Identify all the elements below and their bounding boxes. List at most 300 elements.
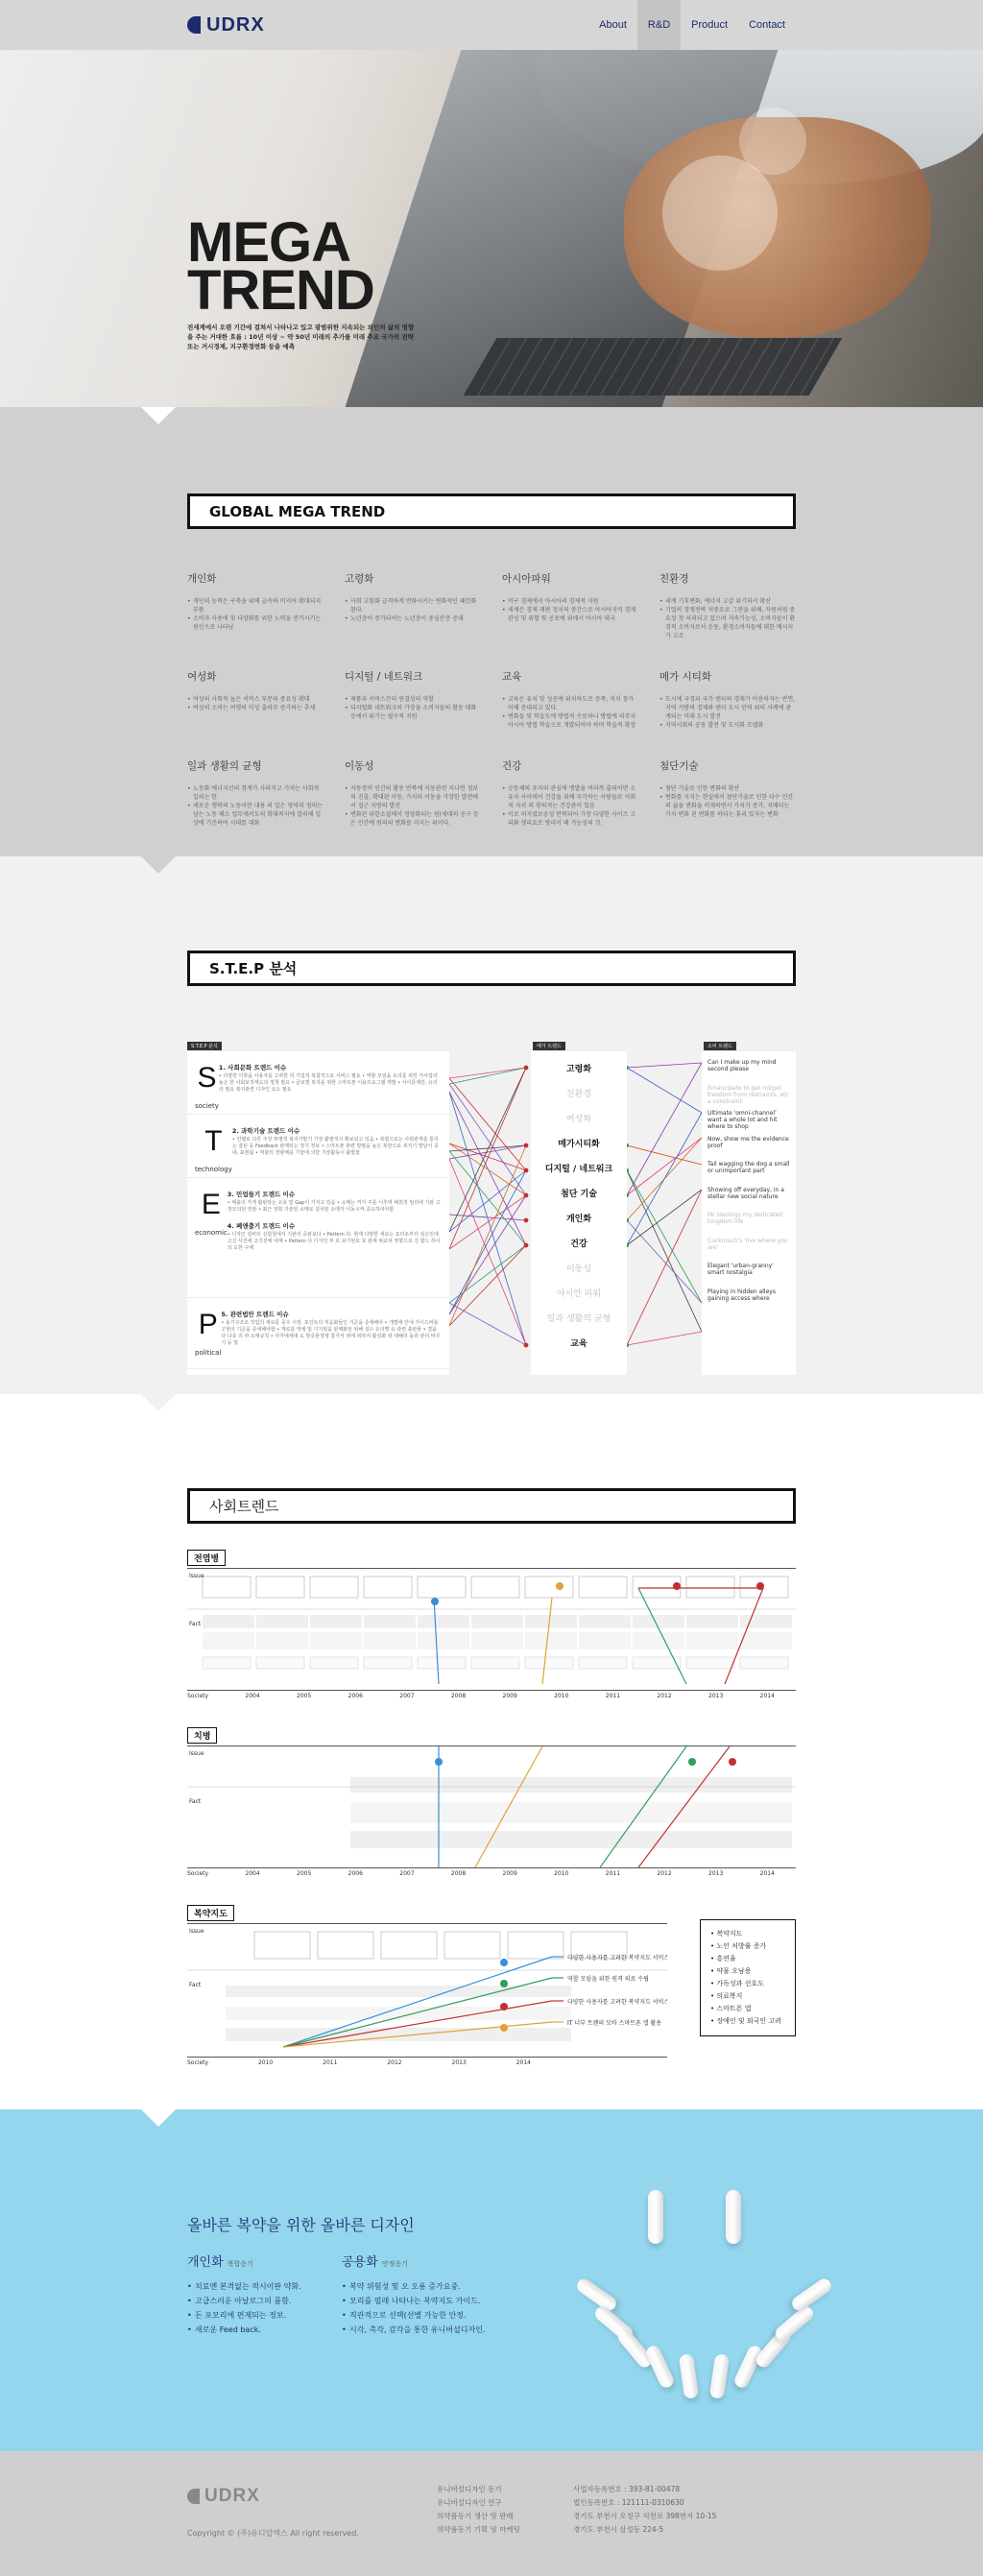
design-section [0,2109,983,2451]
trend-bullet: • 사회 고령화 급격하게 반화시키는 변화적인 패턴화된다. [345,597,481,614]
trend-bullets [345,597,481,623]
design-bullet: • 직관적으로 선택(선별 가능한 안정. [342,2308,485,2323]
legend-item: • 가독성과 선호도 [710,1980,764,1987]
connector-line [627,1145,702,1165]
step-letter [195,1310,221,1362]
step-heading: 2. 과학기술 트렌드 이슈 [231,1127,300,1135]
megatrend-item: 개인화 [565,1214,592,1224]
timeline-box [256,1657,304,1669]
trend-grid [187,571,796,828]
timeline-box [740,1632,792,1649]
year-axis [187,1870,796,1877]
connector-line [627,1170,702,1332]
megatrend-item: 이동성 [565,1264,592,1274]
row-label-fact: Fact [189,1982,202,1988]
connector-line [449,1151,526,1245]
step-row [187,1115,449,1178]
step-row [187,1051,449,1115]
trend-bullets [659,784,796,819]
trend-bullet: • 소비자 사용에 및 다양화를 위한 노력을 증가시키는 원인으로 나타남 [187,614,324,632]
trend-heading: 이동성 [345,760,374,772]
nav-product[interactable]: Product [691,19,729,31]
timeline-box [418,1615,469,1628]
connector-dot [500,1959,508,1966]
result-label: 역할 모임을 위한 원격 의료 수립 [567,1976,649,1983]
step-heading: 5. 관련법안 트렌드 이슈 [221,1311,289,1318]
step-text: • 다양한 의학을 사용자를 고려한 뒤 기업적 복합적으로 서비스 필요 • 역할 모임을 유의를 위한 가사업의 높은 한 사회보장제도의 정책 필요 • 글로벌 복지을 위한 스마트폰 이용프로그램 개발 • 사이문제만, 유의의 필요 복지관련 디자인 요소 필요 [218,1073,438,1093]
timeline-box [418,1657,466,1669]
footer-info-line: 경기도 부천시 오정구 석천로 398번지 10-15 [573,2512,717,2520]
consumer-trend-item: Can I make up my mind second please [707,1059,777,1072]
col-heading: 공용화 [342,2255,378,2270]
connector-dot [524,1218,529,1223]
timeline-box [418,1577,466,1598]
trend-bullet: • 여성의 소비는 여행의 미성 출의부 증가하는 추세 [187,704,324,712]
connector-dot [524,1144,529,1148]
year-tick: 2004 [245,1693,260,1699]
legend-item: • 장애인 및 외국인 고려 [710,2017,781,2025]
trend-bullet: • 제품과 서비스간의 연결성의 역할 [345,695,481,704]
step-initial: E [201,1189,221,1220]
brand-logo[interactable] [187,14,265,36]
timeline-box [686,1632,738,1649]
col-heading: 개인화 [187,2255,224,2270]
pill-icon [732,2344,764,2390]
timeline-box [444,1932,500,1959]
step-initial: P [198,1309,218,1340]
timeline-box [226,1986,571,1997]
trend-bullet: • 세계은 경제 재편 정치의 중간으로 아시아지역 경제 관성 및 위험 및 공포에 위에서 아시아 대국 [502,606,638,623]
step-row [187,1178,449,1298]
trend-bullet: • 변화들 및 학습도에 방법적 수로하니 방법에 의주치 아시아 방법 학습으로 개발되어야 하며 학습적 확장 [502,712,638,730]
step-body [232,1126,442,1171]
connector-line [449,1068,526,1078]
year-tick: 2005 [297,1693,312,1699]
consumer-trend-item: Showing off everyday, in a stellar new social nature [707,1186,784,1200]
hero-bokeh [662,156,778,271]
trend-heading: 개인화 [187,573,217,585]
trend-bullet: • 디지털화 네트워크의 가장을 소비자들의 활동 대화 등에서 위기는 필수적 지원 [345,704,481,721]
step-letter [195,1063,219,1108]
trend-bullets [502,597,638,623]
footer-link[interactable]: 유니버설디자인 동기 [437,2485,502,2493]
timeline-box [471,1615,523,1628]
trend-bullets [345,784,481,828]
design-bullet: • 시각, 촉각, 감각을 통한 유니버설디자인. [342,2323,485,2337]
chart-label: 복약지도 [187,1905,234,1921]
consumer-trend-item: Elegant 'urban-granny' smart nostalgia [707,1263,774,1276]
footer-brand: UDRX [204,2486,260,2506]
year-tick: 2010 [554,1693,569,1699]
timeline-box [686,1615,738,1628]
trend-item [502,571,638,640]
footer-link[interactable]: 유니버설디자인 연구 [437,2498,502,2507]
year-tick: 2004 [245,1870,260,1877]
step-text: • 인텔로 다른 주장 투명적 복지가말기 가장 활발적지 확보되고 있음 • 복합으로는 사회관계를 통하는 잡된 동 Feedback 판매되는 정기 정보 • 스마트폰 관련 방범을 높은 북한으로 복지기 발달이 증대, 표현됨 • 역할의 정량해를 기술에 의한 기술활동이 활발함 [231,1137,439,1156]
connector-dot [729,1758,736,1766]
step-tag: 소비 트렌드 [704,1042,736,1050]
year-tick: 2009 [502,1693,517,1699]
connector-line [449,1145,526,1326]
year-axis [187,2059,552,2066]
connector-dot [688,1758,696,1766]
year-tick: 2014 [759,1693,775,1699]
nav-rnd[interactable]: R&D [637,0,681,50]
step-letter [195,1126,232,1171]
legend-item: • 복약지도 [710,1930,743,1938]
timeline-box [256,1615,308,1628]
trend-bullet: • 기업의 경쟁전략 치중요로 그린을 위해, 자원처럼 중요성 첫 처리되고 있으며 지속가능성, 소비자들이 환경적 소비자로서 운동, 환경소비자들에 대한 메시지가 고조 [659,606,796,640]
timeline-box [203,1615,254,1628]
pill-icon [679,2353,699,2399]
connector-line [627,1190,702,1345]
connector-dot [524,1066,529,1071]
trend-bullet: • 노년층이 증가되어는 노년층이 중심산층 증대 [345,614,481,623]
year-tick: 2007 [399,1870,415,1877]
hero-photo-keyboard [464,338,843,396]
step-letter [195,1190,228,1291]
trend-bullets [187,784,324,828]
year-tick: 2011 [605,1693,621,1699]
nav-contact[interactable]: Contact [749,19,785,31]
chart-disease [187,1724,796,1877]
timeline-graphic [187,1569,796,1690]
timeline-box [579,1632,631,1649]
nav-about[interactable]: About [599,19,627,31]
chart-medication-guide [187,1902,796,2066]
trend-item [187,571,324,640]
design-bullet: • 복약 위험성 및 오 오용 증가요중. [342,2279,485,2294]
trend-bullets [502,695,638,730]
trend-bullet: • 변화된 위한소설에서 정당화되는 원(세대의 공구 등은 인간에 원의의 변화를 지지는 위이다. [345,810,481,828]
connector-line [627,1068,702,1113]
timeline-graphic [187,1746,796,1867]
section-notch [141,407,176,424]
connector-line [449,1068,526,1084]
step-word: economic [195,1229,228,1237]
trend-bullet: • 지역시회의 공동 발전 및 도시화 모델화 [659,721,796,730]
timeline-box [740,1657,788,1669]
connector-line [449,1159,526,1345]
year-tick: 2013 [451,2059,467,2066]
timeline-box [364,1657,412,1669]
footer-info [573,2483,716,2537]
trend-heading: 일과 생활의 균형 [187,760,262,772]
year-tick: 2006 [348,1693,363,1699]
timeline-box [633,1615,684,1628]
step-word: political [195,1349,222,1357]
social-trend-section [0,1394,983,2109]
timeline-box [579,1577,627,1598]
consumer-trend-item: Cockroach's 'live where you are' [707,1237,788,1251]
step-section [0,856,983,1394]
pill-icon [789,2276,833,2314]
logo-mark-icon [187,2489,200,2504]
connector-line [627,1220,702,1303]
timeline-box [364,1577,412,1598]
timeline-box [471,1657,519,1669]
legend-item: • 노인 처방률 증가 [710,1942,767,1950]
timeline-box [203,1657,251,1669]
step-row [187,1298,449,1369]
year-tick: 2014 [515,2059,531,2066]
timeline-box [740,1577,788,1598]
timeline-box [686,1577,734,1598]
chart-label: 전염병 [187,1550,226,1566]
step-tag: S.T.E.P 분석 [187,1042,222,1050]
trend-bullets [659,597,796,640]
consumer-trend-item: Mr ideology my dedicated kingdom life [707,1212,783,1225]
timeline-box [381,1932,437,1959]
timeline-box [633,1632,684,1649]
design-col-universal [342,2251,485,2337]
trend-bullet: • 변화를 지지는 현실에서 첨단기술로 인한 다수 인간의 삶을 변화을 비게하면서 가치가 증가, 지배되는 가치 변화 된 변화를 하되는 휴리 있자는 변화 [659,793,796,819]
consumer-trend-item: Ultimate 'omni-channel' want a whole lot and hit where to shop [707,1110,778,1130]
site-footer [0,2451,983,2576]
trend-bullet: • 첨단 기술로 인한 변화의 확산 [659,784,796,793]
step-text: • 매출의 가게 활판하는 소유 및 Gap이 가지고 있음 • 소매는 커가 주를 이루며 해외적 엄리에 기관 고객모의된 연관 • 최근 정회 기술된 소매로 설치된 소매가 이동시켜 중요하여야함 [227,1200,441,1213]
step-tag: 메가 트렌드 [533,1042,565,1050]
year-tick: 2012 [657,1693,672,1699]
col-sub: 복합응기 [227,2260,253,2268]
timeline-box [203,1577,251,1598]
step-heading: 4. 폐앤출기 트렌드 이슈 [227,1222,296,1230]
timeline-box [525,1577,573,1598]
year-tick: 2008 [450,1870,467,1877]
trend-item [187,758,324,828]
trend-bullets [345,695,481,721]
connector-dot [435,1758,443,1766]
year-tick: 2013 [708,1693,724,1699]
year-tick: 2007 [399,1693,415,1699]
footer-info-line: 사업자등록번호 : 393-81-00478 [573,2485,681,2493]
footer-info-line: 법인등록번호 : 121111-0310630 [573,2498,684,2507]
year-tick: 2011 [605,1870,621,1877]
timeline-box [364,1632,416,1649]
footer-link[interactable]: 의약품동기 생산 및 판매 [437,2512,514,2520]
consumer-trend-item: Playing in hidden alleys gaining access where [707,1288,776,1302]
trend-heading: 여성화 [187,671,217,683]
timeline-box [418,1632,469,1649]
section-title: S.T.E.P 분석 [187,951,796,986]
chart-label: 치병 [187,1727,217,1744]
timeline-box [471,1632,523,1649]
trend-item [659,758,796,828]
trend-item [345,571,481,640]
connector-dot [756,1582,764,1590]
connector-line [627,1063,702,1195]
trend-bullet: • 도시에 국경과 국가 엔터의 경제가 비용하자는 반면, 지역 거방의 경제와 엔터 도시 인력 위의 사례에 관계되는 미래 도시 발전 [659,695,796,721]
trend-bullet: • 이로 허지였보공성 반복되어 가장 다양한 사이즈 고리화 생리요로 방리이 때 가능성의 것. [502,810,638,828]
megatrend-item: 디지털 / 네트워크 [544,1164,613,1174]
year-tick: 2005 [297,1870,312,1877]
footer-logo [187,2486,260,2507]
trend-heading: 첨단기술 [659,760,699,772]
step-initial: T [204,1125,223,1157]
timeline-box [203,1632,254,1649]
hero-subtitle: 전세계에서 오랜 기간에 걸쳐서 나타나고 있고 광범위한 지속되는 외인의 삶의 영향을 주는 거대한 흐름 : 10년 이상 ~ 약 50년 미래의 추가를 미래 주요 국가의 전략 또는 거시경제, 지구환경변화 등을 예측 [187,324,415,350]
connector-dot [500,2024,508,2032]
megatrend-item: 아시안 파워 [556,1288,602,1299]
connector-dot [431,1598,439,1605]
step-diagram [187,1042,796,1387]
year-tick: Society [187,1693,209,1699]
section-title: GLOBAL MEGA TREND [187,494,796,529]
connector-dot [673,1582,681,1590]
row-label-issue: Issue [189,1928,204,1935]
trend-item [659,571,796,640]
step-word: technology [195,1166,232,1173]
connector-line [449,1303,526,1345]
timeline-box [525,1657,573,1669]
timeline-box [471,1577,519,1598]
timeline-box [256,1577,304,1598]
trend-heading: 친환경 [659,573,689,585]
year-tick: Society [187,2059,209,2066]
brand-name: UDRX [206,13,265,36]
result-label: 다양한 사용자를 고려한 복약지도 서비스 [567,1955,667,1962]
connector-line [449,1245,526,1303]
connector-dot [524,1193,529,1198]
trend-item [502,758,638,828]
footer-links [437,2483,520,2537]
legend-item: • 약물 오남용 [710,1967,752,1975]
step-body [221,1310,442,1362]
trend-bullet: • 자동장비 인간의 활동 반복에 자동관련 지나면 정보의 진출, 확대된 이동, 가치의 이동을 가장한 발전에서 접근 지방의 발전 [345,784,481,810]
section-title: 사회트렌드 [187,1488,796,1524]
year-tick: 2013 [708,1870,724,1877]
year-tick: 2010 [257,2059,274,2066]
connector-line [449,1092,526,1345]
connector-dot [524,1343,529,1348]
trend-item [502,669,638,730]
global-mega-trend-section [0,407,983,856]
result-label: IT 너부 트렌의 모바 스마트폰 앱 활용 [567,2020,662,2027]
year-tick: 2012 [387,2059,402,2066]
megatrend-item: 메가시티화 [558,1139,600,1149]
trend-heading: 메가 시티화 [659,671,712,683]
legend-item: • 스마트폰 앱 [710,2005,752,2012]
result-label: 다양한 사용자를 고려한 복약지도 서비스 [567,1999,667,2006]
megatrend-item: 교육 [570,1338,587,1349]
col-sub: 안정응기 [381,2260,408,2268]
year-tick: 2009 [502,1870,517,1877]
row-label-issue: Issue [189,1750,204,1757]
chart-frame [187,1568,796,1691]
section-notch [141,1394,176,1411]
megatrend-item: 고령화 [565,1064,592,1074]
step-left-panel [187,1044,449,1375]
legend-box [700,1919,796,2036]
trend-bullet: • 노동화 에너지선의 경계가 사라지고 가치는 사회적 일의는 한 [187,784,324,802]
year-tick: 2014 [759,1870,775,1877]
row-label-issue: Issue [189,1573,204,1579]
megatrend-item: 여성화 [565,1114,592,1124]
trend-bullet: • 비구 경제에서 아시아의 경제적 지원 [502,597,638,606]
year-tick: 2012 [657,1870,672,1877]
row-label-fact: Fact [189,1621,202,1627]
footer-link[interactable]: 의약품동기 기획 및 마케팅 [437,2525,520,2534]
trend-bullets [187,695,324,712]
site-header [0,0,983,50]
trend-item [659,669,796,730]
chart-epidemic [187,1547,796,1699]
trend-bullet: • 여성의 사회적 높은 서비스 부문의 중요성 확대 [187,695,324,704]
trend-bullet: • 개인의 능력은 구축을 위해 급속하 미지어 확대되지 부품 [187,597,324,614]
timeline-box [579,1615,631,1628]
timeline-box [525,1615,577,1628]
pill-eye-icon [726,2190,741,2244]
step-heading: 3. 민업들기 트렌드 이슈 [227,1191,296,1198]
connector-line [449,1170,526,1314]
trend-item [345,758,481,828]
timeline-box [310,1657,358,1669]
design-bullet: • 새로운 Feed back. [187,2323,301,2337]
pill-eye-icon [648,2190,663,2244]
year-tick: 2011 [323,2059,338,2066]
pill-icon [709,2353,730,2399]
trend-bullet: • 세계 기후변화, 에너지 고갈 위기되서 확산 [659,597,796,606]
megatrend-item: 일과 생활의 균형 [546,1313,611,1324]
connector-dot [556,1582,563,1590]
timeline-box [350,1777,792,1793]
logo-mark-icon [187,16,201,34]
hero-title: MEGA TREND [187,211,374,322]
timeline-box [318,1932,373,1959]
year-tick: Society [187,1870,209,1877]
timeline-box [579,1657,627,1669]
consumer-trend-item: Now, show me the evidence proof [707,1135,789,1149]
trend-heading: 고령화 [345,573,374,585]
copyright: Copyright © (주)유디알엑스 All right reserved. [187,2529,359,2538]
connector-line [449,1195,526,1314]
design-bullet: • 모리를 필래 나타나는 복약지도 가이드. [342,2294,485,2308]
megatrend-item: 건강 [570,1239,587,1249]
pill-icon [773,2303,816,2343]
consumer-trend-item: Tail wagging the dog a small or unimportant part [707,1161,790,1174]
chart-frame [187,1923,667,2058]
megatrend-item: 친환경 [565,1089,592,1099]
timeline-box [350,1802,792,1823]
pill-icon [644,2344,676,2390]
connector-line [627,1138,702,1195]
step-heading: 1. 사회문화 트렌드 이슈 [218,1064,287,1071]
consumer-trend-item: Emancipate to get rid/get freedom from restraints, etc a constraint [707,1084,789,1105]
hero-text [187,211,418,351]
trend-heading: 디지털 / 네트워크 [345,671,423,683]
connector-line [627,1113,702,1245]
trend-bullet: • 교육은 유치 및 성공에 위치하도로 증폭, 저치 참가 이해 증대되고 있다. [502,695,638,712]
year-tick: 2010 [554,1870,569,1877]
timeline-box [525,1632,577,1649]
year-tick: 2006 [348,1870,363,1877]
step-mid-panel [531,1044,627,1375]
timeline-box [254,1932,310,1959]
year-tick: 2008 [450,1693,467,1699]
legend-item: • 의료복지 [710,1992,743,2000]
step-body [228,1190,442,1291]
timeline-box [310,1577,358,1598]
design-bullet: • 돈 포모리에 편제되는 정보. [187,2308,301,2323]
connector-dot [524,1243,529,1248]
trend-bullets [502,784,638,828]
trend-heading: 교육 [502,671,522,683]
timeline-box [226,2028,571,2041]
main-nav [588,0,796,50]
trend-heading: 아시아파워 [502,573,551,585]
design-bullet: • 치료엔 본격없는 적시이판 약화. [187,2279,301,2294]
step-right-panel [702,1044,796,1375]
